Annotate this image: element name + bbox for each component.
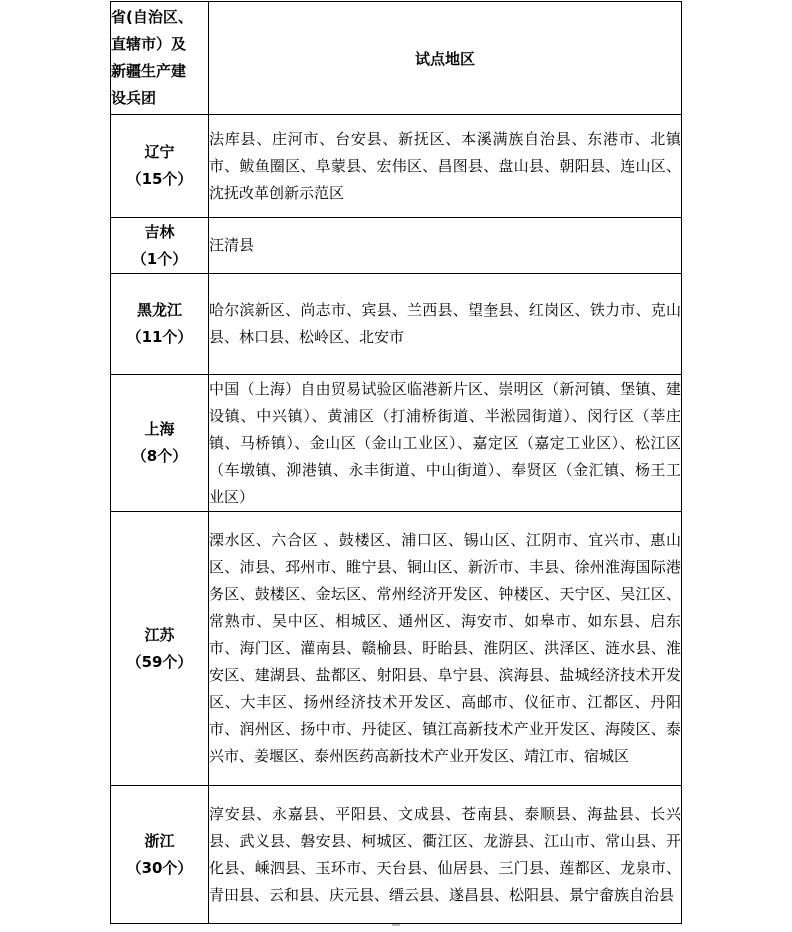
areas-cell: 溧水区、六合区 、鼓楼区、浦口区、锡山区、江阴市、宜兴市、惠山区、沛县、邳州市、睢宁县、铜山区、新沂市、丰县、徐州淮海国际港务区、鼓楼区、金坛区、常州经济开发区、钟楼区、天宁区、吴江区、常熟市、吴中区、相城区、通州区、海安市、如皋市、如东县、启东市、海门区、灌南县、赣榆县、盱眙县、淮阴区、洪泽区、涟水县、淮安区、建湖县、盐都区、射阳县、阜宁县、滨海县、盐城经济技术开发区、大丰区、扬州经济技术开发区、高邮市、仪征市、江都区、丹阳市、润州区、扬中市、丹徒区、镇江高新技术产业开发区、海陵区、泰兴市、姜堰区、泰州医药高新技术产业开发区、靖江市、宿城区 (209, 512, 682, 786)
table-row-zhejiang (111, 786, 682, 924)
table-header-row (111, 2, 682, 115)
areas-cell: 哈尔滨新区、尚志市、宾县、兰西县、望奎县、红岗区、铁力市、克山县、林口县、松岭区、北安市 (209, 274, 682, 375)
table-row-liaoning (111, 115, 682, 218)
table-row-jiangsu (111, 512, 682, 786)
page-edge-mark (392, 924, 400, 926)
province-cell: 浙江 （30个） (111, 786, 209, 924)
areas-cell: 淳安县、永嘉县、平阳县、文成县、苍南县、泰顺县、海盐县、长兴县、武义县、磐安县、柯城区、衢江区、龙游县、江山市、常山县、开化县、嵊泗县、玉环市、天台县、仙居县、三门县、莲都区、龙泉市、青田县、云和县、庆元县、缙云县、遂昌县、松阳县、景宁畲族自治县 (209, 786, 682, 924)
province-cell: 黑龙江 （11个） (111, 274, 209, 375)
province-cell: 吉林 （1个） (111, 218, 209, 274)
province-cell: 江苏 （59个） (111, 512, 209, 786)
province-cell: 上海 （8个） (111, 375, 209, 512)
header-province-column: 省(自治区、 直辖市）及 新疆生产建 设兵团 (111, 2, 209, 115)
table-row-jilin (111, 218, 682, 274)
areas-cell: 汪清县 (209, 218, 682, 274)
areas-cell: 法库县、庄河市、台安县、新抚区、本溪满族自治县、东港市、北镇市、鲅鱼圈区、阜蒙县、宏伟区、昌图县、盘山县、朝阳县、连山区、沈抚改革创新示范区 (209, 115, 682, 218)
header-areas-column: 试点地区 (209, 2, 682, 115)
areas-cell: 中国（上海）自由贸易试验区临港新片区、崇明区（新河镇、堡镇、建设镇、中兴镇）、黄浦区（打浦桥街道、半淞园街道）、闵行区（莘庄镇、马桥镇）、金山区（金山工业区）、嘉定区（嘉定工业区）、松江区（车墩镇、泖港镇、永丰街道、中山街道）、奉贤区（金汇镇、杨王工业区） (209, 375, 682, 512)
table-row-shanghai (111, 375, 682, 512)
table-row-heilongjiang (111, 274, 682, 375)
pilot-areas-table (110, 1, 682, 924)
province-cell: 辽宁 （15个） (111, 115, 209, 218)
